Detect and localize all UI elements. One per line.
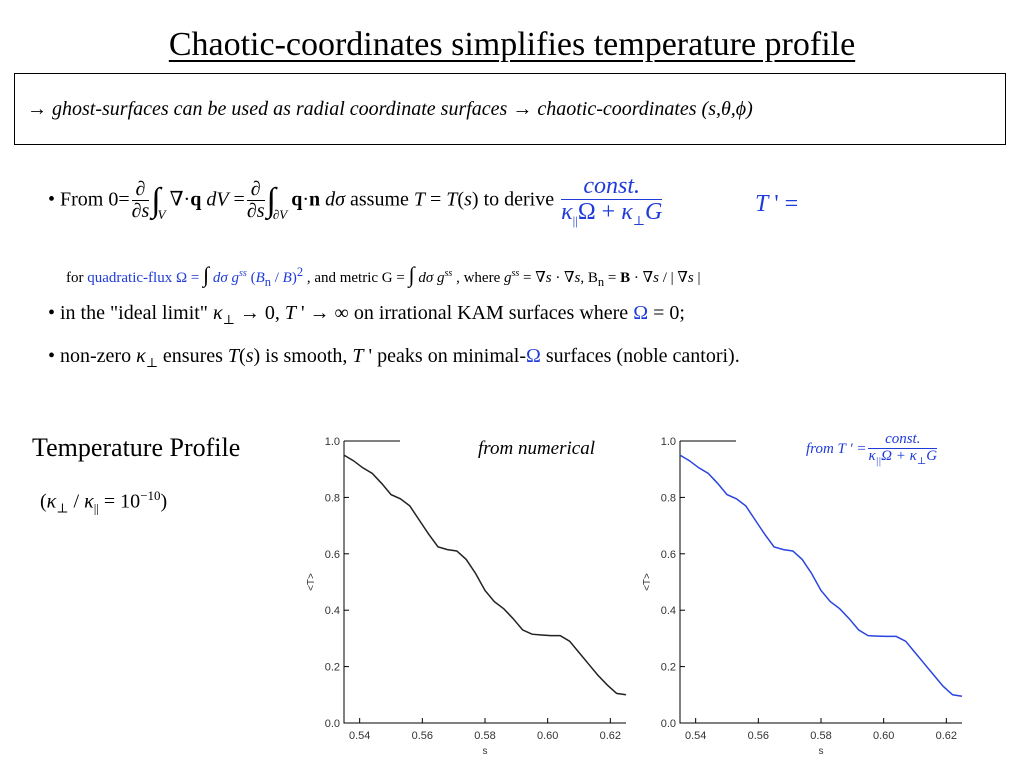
partial-s-fraction: $\frac{\partial}{\partial s}$ bbox=[131, 178, 150, 223]
ideal-limit-bullet: • in the "ideal limit" $\kappa_\perp \to 0$, T ' → ∞ on irrational KAM surfaces where Ω = 0; bbox=[48, 302, 685, 327]
numerical-chart-xtick-label: 0.58 bbox=[474, 730, 496, 742]
box-text: → ghost-surfaces can be used as radial coordinate surfaces → chaotic-coordinates (s,θ,ϕ) bbox=[27, 98, 753, 120]
formula-chart-ytick-label: 0.0 bbox=[660, 718, 676, 730]
formula-temperature-chart bbox=[636, 430, 976, 768]
numerical-label: from numerical bbox=[478, 438, 595, 459]
quadratic-flux-link: quadratic-flux bbox=[87, 270, 173, 286]
slide-title: Chaotic-coordinates simplifies temperature profile bbox=[168, 26, 856, 63]
numerical-chart-ytick-label: 0.2 bbox=[324, 661, 340, 674]
formula-chart-axes bbox=[680, 441, 962, 723]
conductivity-ratio: $(\kappa_\perp / \kappa_{||} = 10^{-10})$ bbox=[40, 488, 168, 516]
partial-s-fraction-2: $\frac{\partial}{\partial s}$ bbox=[246, 178, 265, 223]
formula-chart-ytick-label: 0.6 bbox=[660, 548, 676, 561]
numerical-chart-xtick-label: 0.60 bbox=[536, 730, 559, 742]
metric-text: , and metric G = bbox=[306, 270, 405, 286]
numerical-chart-xtick-label: 0.56 bbox=[411, 730, 434, 742]
temperature-profile-title: Temperature Profile bbox=[32, 433, 241, 462]
from-text: • From 0= bbox=[48, 188, 130, 211]
numerical-chart-ylabel: <T> bbox=[306, 573, 317, 591]
formula-label: from T ' = $\frac{\text{const.}}{\kappa_{||}\Omega + \kappa_\perp G}$ bbox=[806, 431, 938, 467]
formula-chart-ytick-label: 0.4 bbox=[660, 605, 676, 618]
formula-chart-ylabel: <T> bbox=[642, 573, 653, 591]
highlight-box bbox=[14, 73, 1006, 145]
formula-chart-xlabel: s bbox=[818, 746, 824, 757]
formula-chart-xtick-label: 0.58 bbox=[810, 730, 832, 742]
numerical-chart-xtick-label: 0.62 bbox=[599, 730, 622, 742]
for-text: for bbox=[66, 270, 84, 286]
numerical-chart-ytick-label: 0.8 bbox=[324, 492, 340, 505]
where-text: , where bbox=[456, 270, 501, 286]
assume-text: assume bbox=[350, 188, 409, 211]
numerical-chart-ytick-label: 0.6 bbox=[324, 548, 340, 561]
formula-chart-xtick-label: 0.54 bbox=[684, 730, 707, 742]
formula-chart-xtick-label: 0.62 bbox=[935, 730, 958, 742]
to-derive-text: to derive bbox=[483, 188, 555, 211]
derived-formula-lhs: T ' = bbox=[755, 191, 799, 217]
numerical-temperature-chart bbox=[300, 430, 640, 768]
numerical-chart-axes bbox=[344, 441, 626, 723]
numerical-chart-ytick-label: 0.4 bbox=[324, 605, 340, 618]
formula-chart-xtick-label: 0.56 bbox=[747, 730, 770, 742]
numerical-chart-ytick-label: 1.0 bbox=[324, 436, 340, 448]
non-zero-bullet: • non-zero $\kappa_\perp$ ensures T(s) is smooth, T ' peaks on minimal-Ω surfaces (noble cantori). bbox=[48, 345, 740, 370]
numerical-chart-series-line bbox=[344, 455, 626, 695]
formula-chart-ytick-label: 1.0 bbox=[660, 436, 676, 448]
derived-formula: $\frac{\text{const.}}{\kappa_{||}\Omega + \kappa_\perp G}$ bbox=[561, 173, 663, 228]
numerical-chart-xlabel: s bbox=[482, 746, 488, 757]
formula-chart-ytick-label: 0.8 bbox=[660, 492, 676, 505]
formula-chart-series-line bbox=[680, 455, 962, 696]
definitions-line: for quadratic-flux Ω = ∫ dσ $g^{ss}$ $(B_n / B)^2$ , and metric G = ∫ dσ $g^{ss}$ , where $g^{ss} = \nabla s \cdot \nabla s$, $B_n = B \cdot \nabla s$ / | ∇s | bbox=[66, 262, 701, 289]
formula-chart-ytick-label: 0.2 bbox=[660, 661, 676, 674]
formula-chart-xtick-label: 0.60 bbox=[872, 730, 895, 742]
flux-equation-line: • From 0= $\frac{\partial}{\partial s}$ $\int_V\nabla\cdot q$ dV = $\frac{\partial}{\partial s}$ $\int_{\partial V}q\cdot n$ dσ assume T = T(s) to derive $\frac{\text{const.}}{\kappa_{||}\Omega + \kappa_\perp G}$ bbox=[48, 173, 663, 228]
numerical-chart-ytick-label: 0.0 bbox=[324, 718, 340, 730]
numerical-chart-xtick-label: 0.54 bbox=[348, 730, 371, 742]
